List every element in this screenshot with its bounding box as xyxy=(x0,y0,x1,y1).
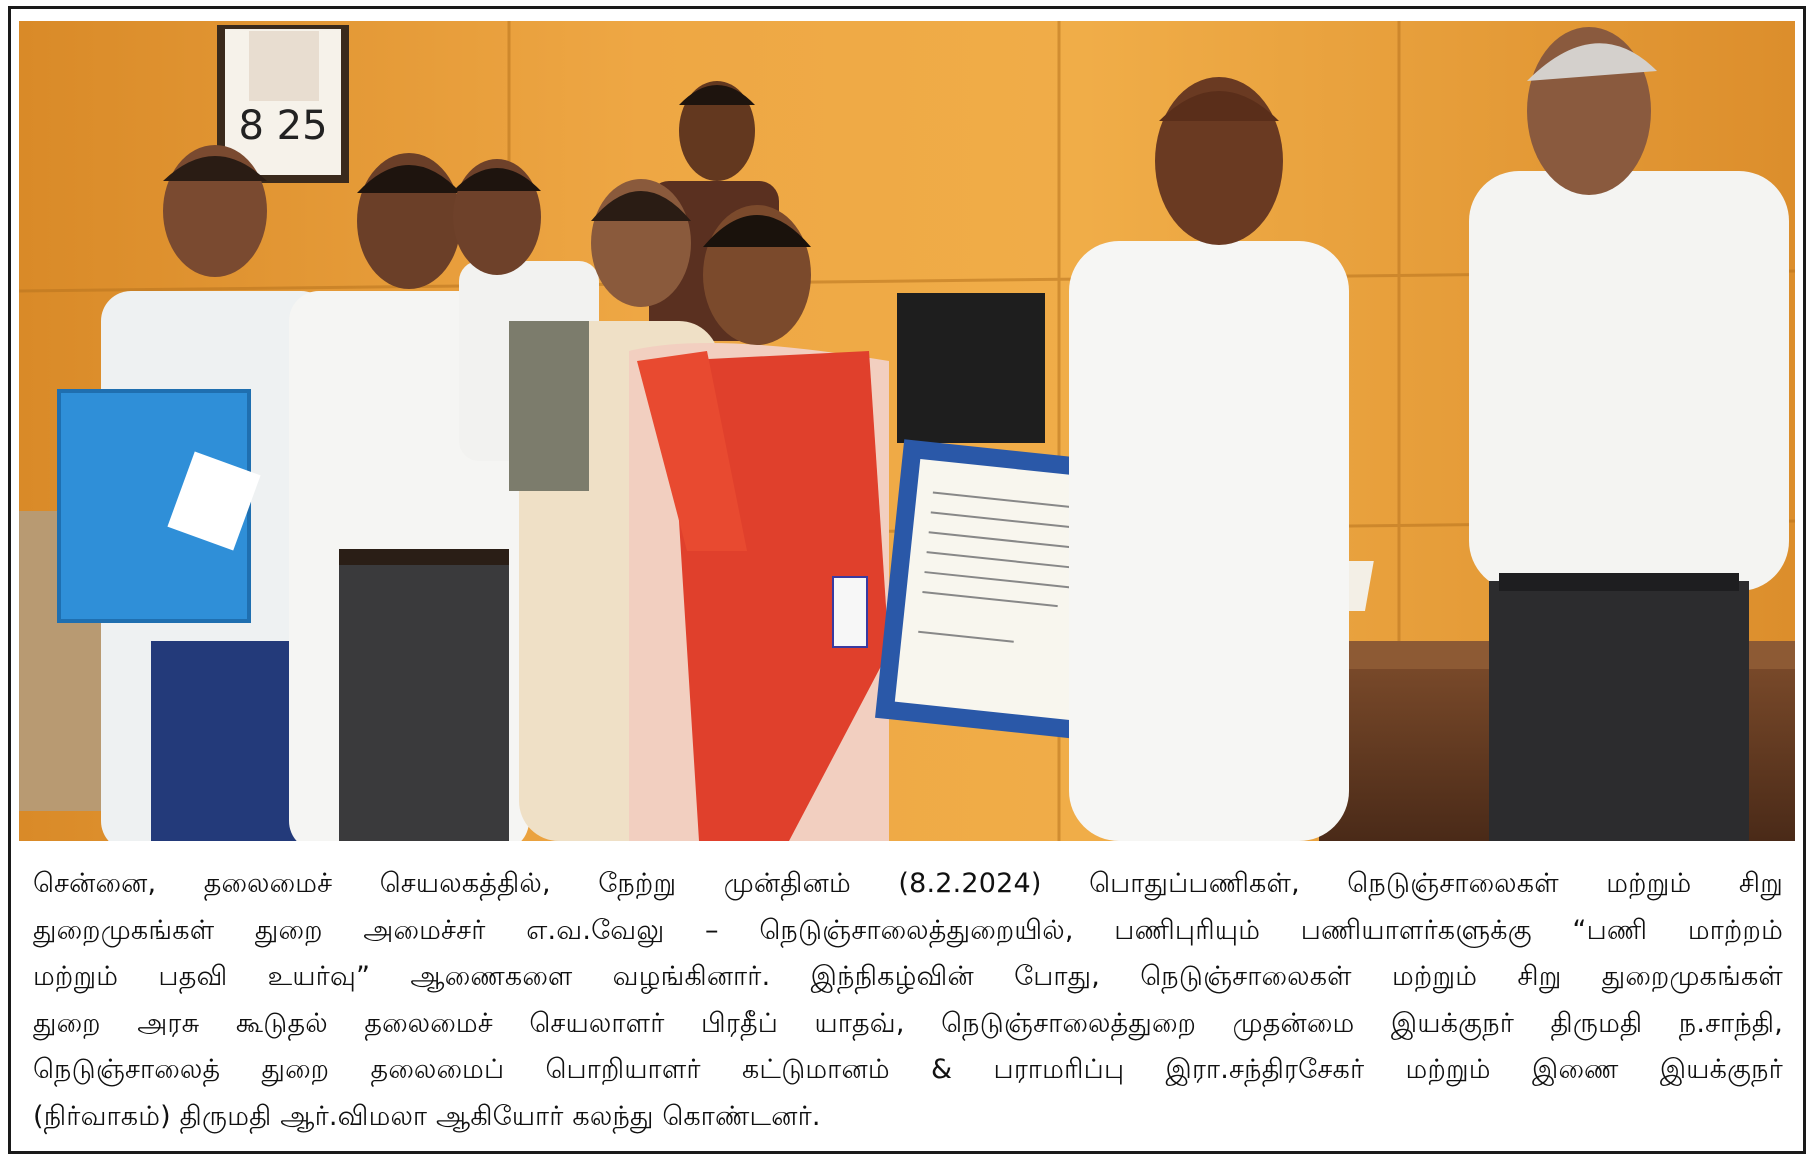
caption-line-6: (நிர்வாகம்) திருமதி ஆர்.விமலா ஆகியோர் கலந்து கொண்டனர். xyxy=(33,1100,821,1132)
caption-line-4: துறை அரசு கூடுதல் தலைமைச் செயலாளர் பிரதீப் யாதவ், நெடுஞ்சாலைத்துறை முதன்மை இயக்குநர் திருமதி ந.சாந்தி, xyxy=(33,1007,1783,1039)
news-photograph xyxy=(19,21,1795,841)
wall-calendar-digits: 8 25 xyxy=(238,103,328,149)
caption-line-3: மற்றும் பதவி உயர்வு” ஆணைகளை வழங்கினார். இந்நிகழ்வின் போது, நெடுஞ்சாலைகள் மற்றும் சிறு துறைமுகங்கள் xyxy=(33,961,1783,992)
caption-line-5: நெடுஞ்சாலைத் துறை தலைமைப் பொறியாளர் கட்டுமானம் & பராமரிப்பு இரா.சந்திரசேகர் மற்றும் இணை இயக்குநர் xyxy=(33,1054,1783,1085)
caption-line-1: சென்னை, தலைமைச் செயலகத்தில், நேற்று முன்தினம் (8.2.2024) பொதுப்பணிகள், நெடுஞ்சாலைகள் மற்றும் சிறு xyxy=(33,868,1783,899)
caption-line-2: துறைமுகங்கள் துறை அமைச்சர் எ.வ.வேலு – நெடுஞ்சாலைத்துறையில், பணிபுரியும் பணியாளர்களுக்கு “பணி மாற்றம் xyxy=(33,914,1783,946)
monitor xyxy=(897,293,1045,443)
news-photo-frame xyxy=(8,6,1806,1154)
photo-illustration xyxy=(19,21,1795,841)
photo-caption xyxy=(33,861,1783,1141)
